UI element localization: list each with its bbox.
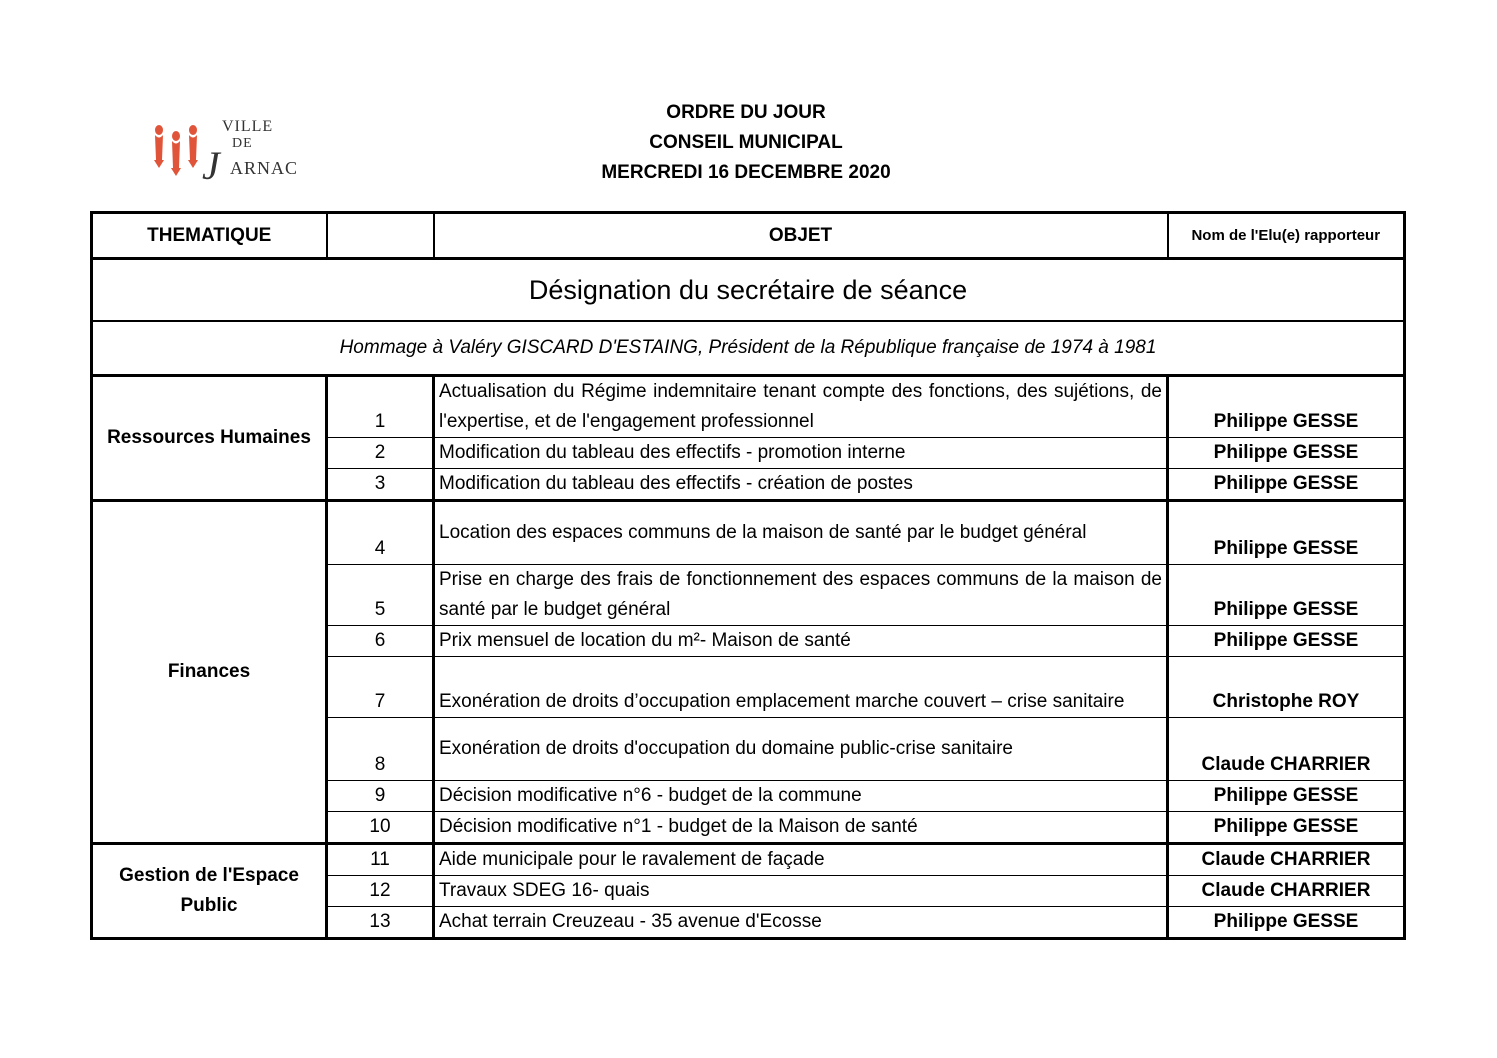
item-objet: Travaux SDEG 16- quais bbox=[434, 876, 1168, 907]
item-number: 4 bbox=[327, 501, 434, 565]
title-line-2: CONSEIL MUNICIPAL bbox=[649, 132, 843, 153]
item-number: 2 bbox=[327, 438, 434, 469]
item-rapporteur: Philippe GESSE bbox=[1168, 812, 1405, 844]
col-header-rapporteur: Nom de l'Elu(e) rapporteur bbox=[1168, 213, 1405, 259]
agenda-table bbox=[90, 211, 1406, 940]
item-objet: Prise en charge des frais de fonctionnement des espaces communs de la maison de santé par le budget général bbox=[434, 565, 1168, 626]
hommage-row bbox=[92, 321, 1405, 376]
table-header-row bbox=[92, 213, 1405, 259]
designation-text: Désignation du secrétaire de séance bbox=[92, 259, 1405, 322]
ville-de-jarnac-logo bbox=[150, 116, 310, 192]
item-objet: Location des espaces communs de la maison de santé par le budget général bbox=[434, 501, 1168, 565]
item-objet: Décision modificative n°6 - budget de la commune bbox=[434, 781, 1168, 812]
item-number: 8 bbox=[327, 718, 434, 781]
item-rapporteur: Christophe ROY bbox=[1168, 657, 1405, 718]
item-objet: Modification du tableau des effectifs - promotion interne bbox=[434, 438, 1168, 469]
item-rapporteur: Claude CHARRIER bbox=[1168, 718, 1405, 781]
title-line-3: MERCREDI 16 DECEMBRE 2020 bbox=[601, 162, 891, 183]
item-number: 1 bbox=[327, 376, 434, 438]
item-number: 7 bbox=[327, 657, 434, 718]
logo-initial: J bbox=[202, 143, 220, 188]
document-title bbox=[540, 98, 952, 188]
item-number: 5 bbox=[327, 565, 434, 626]
jarnac-fish-figures-icon bbox=[150, 122, 202, 188]
item-rapporteur: Philippe GESSE bbox=[1168, 907, 1405, 939]
item-rapporteur: Philippe GESSE bbox=[1168, 376, 1405, 438]
theme-finances: Finances bbox=[92, 501, 327, 844]
item-objet: Décision modificative n°1 - budget de la Maison de santé bbox=[434, 812, 1168, 844]
item-number: 12 bbox=[327, 876, 434, 907]
table-row bbox=[92, 376, 1405, 438]
table-row bbox=[92, 844, 1405, 876]
item-rapporteur: Philippe GESSE bbox=[1168, 565, 1405, 626]
col-header-num bbox=[327, 213, 434, 259]
item-objet: Aide municipale pour le ravalement de façade bbox=[434, 844, 1168, 876]
item-rapporteur: Claude CHARRIER bbox=[1168, 876, 1405, 907]
item-objet: Prix mensuel de location du m²- Maison de santé bbox=[434, 626, 1168, 657]
item-number: 3 bbox=[327, 469, 434, 501]
item-objet: Exonération de droits d’occupation emplacement marche couvert – crise sanitaire bbox=[434, 657, 1168, 718]
item-objet: Achat terrain Creuzeau - 35 avenue d'Ecosse bbox=[434, 907, 1168, 939]
item-number: 11 bbox=[327, 844, 434, 876]
theme-ressources-humaines: Ressources Humaines bbox=[92, 376, 327, 501]
item-objet: Modification du tableau des effectifs - création de postes bbox=[434, 469, 1168, 501]
item-rapporteur: Claude CHARRIER bbox=[1168, 844, 1405, 876]
hommage-text: Hommage à Valéry GISCARD D'ESTAING, Président de la République française de 1974 à 1981 bbox=[92, 321, 1405, 376]
item-rapporteur: Philippe GESSE bbox=[1168, 469, 1405, 501]
col-header-objet: OBJET bbox=[434, 213, 1168, 259]
item-number: 13 bbox=[327, 907, 434, 939]
logo-arnac: ARNAC bbox=[230, 158, 299, 178]
item-objet: Actualisation du Régime indemnitaire tenant compte des fonctions, des sujétions, de l'expertise, et de l'engagement professionnel bbox=[434, 376, 1168, 438]
item-number: 9 bbox=[327, 781, 434, 812]
theme-gestion-espace-public: Gestion de l'Espace Public bbox=[92, 844, 327, 939]
table-row bbox=[92, 501, 1405, 565]
logo-de: DE bbox=[232, 136, 253, 151]
item-number: 6 bbox=[327, 626, 434, 657]
item-rapporteur: Philippe GESSE bbox=[1168, 501, 1405, 565]
designation-row bbox=[92, 259, 1405, 322]
item-rapporteur: Philippe GESSE bbox=[1168, 781, 1405, 812]
title-line-1: ORDRE DU JOUR bbox=[666, 102, 826, 123]
col-header-thematique: THEMATIQUE bbox=[92, 213, 327, 259]
item-rapporteur: Philippe GESSE bbox=[1168, 438, 1405, 469]
item-rapporteur: Philippe GESSE bbox=[1168, 626, 1405, 657]
item-number: 10 bbox=[327, 812, 434, 844]
logo-ville: VILLE bbox=[222, 118, 274, 135]
item-objet: Exonération de droits d'occupation du domaine public-crise sanitaire bbox=[434, 718, 1168, 781]
